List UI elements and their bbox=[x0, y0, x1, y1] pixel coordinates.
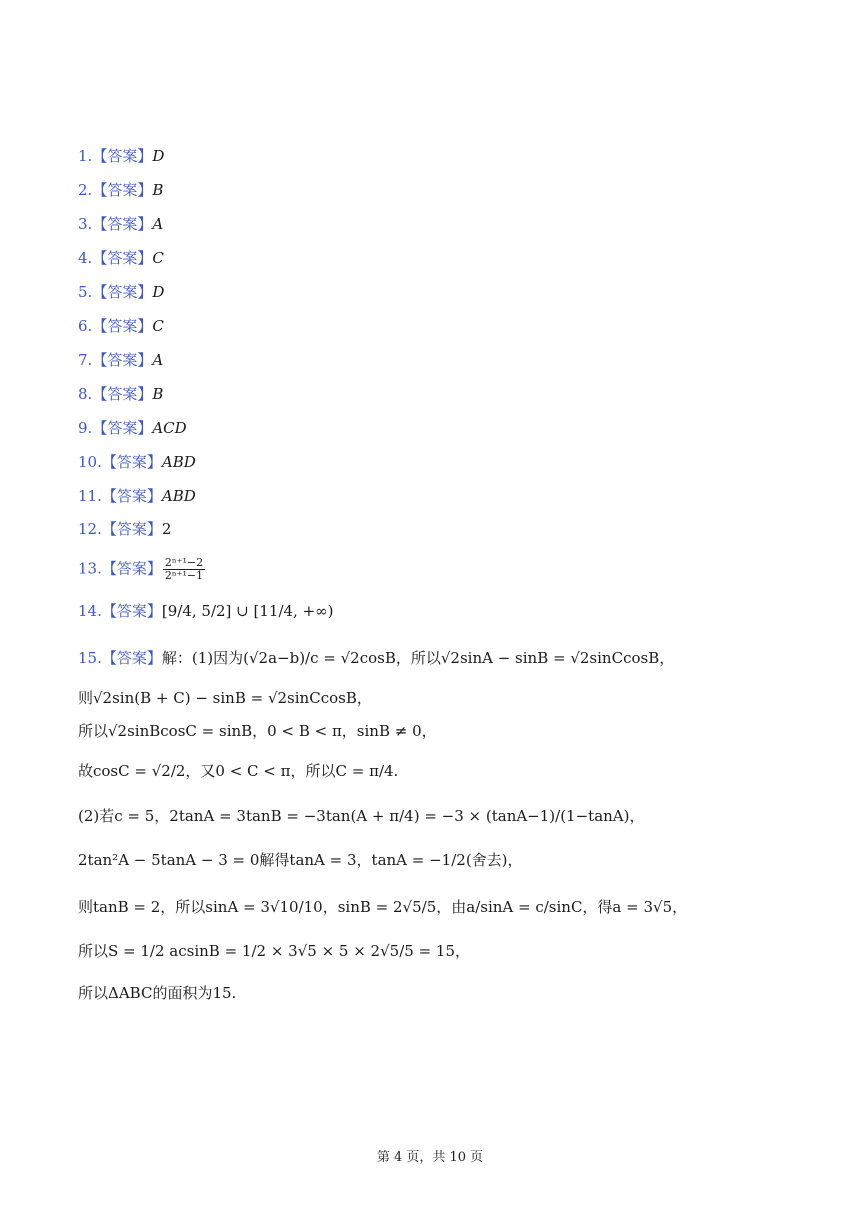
answer-tag: 【答案】 bbox=[101, 649, 162, 667]
question-number: 2. bbox=[78, 181, 93, 199]
answer-row bbox=[78, 418, 187, 438]
answer-tag: 【答案】 bbox=[92, 283, 153, 301]
question-number: 14. bbox=[78, 602, 102, 620]
solution-line: 则tanB = 2，所以sinA = 3√10/10，sinB = 2√5/5，由a/sinA = c/sinC，得a = 3√5， bbox=[78, 898, 688, 916]
answer-tag: 【答案】 bbox=[92, 215, 153, 233]
solution-line: 所以ΔABC的面积为15. bbox=[78, 984, 237, 1002]
answer-row bbox=[78, 146, 164, 166]
solution-line: (2)若c = 5，2tanA = 3tanB = −3tan(A + π/4) = −3 × (tanA−1)/(1−tanA)， bbox=[78, 807, 645, 825]
question-number: 4. bbox=[78, 249, 93, 267]
answer-row bbox=[78, 248, 164, 268]
answer-tag: 【答案】 bbox=[92, 419, 153, 437]
solution-line: 解：(1)因为(√2a−b)/c = √2cosB，所以√2sinA − sinB = √2sinCcosB， bbox=[161, 649, 675, 667]
answer-row bbox=[78, 350, 163, 370]
answer-row-13 bbox=[78, 557, 206, 582]
page-footer: 第 4 页，共 10 页 bbox=[376, 1150, 484, 1165]
answer-row bbox=[78, 180, 163, 200]
question-number: 13. bbox=[78, 559, 102, 578]
answer-value: D bbox=[152, 283, 165, 301]
solution-line: 所以√2sinBcosC = sinB，0 < B < π，sinB ≠ 0， bbox=[78, 722, 437, 740]
question-number: 15. bbox=[78, 649, 102, 667]
solution-line: 2tan²A − 5tanA − 3 = 0解得tanA = 3，tanA = −1/2(舍去)， bbox=[78, 851, 523, 869]
solution-line: 则√2sin(B + C) − sinB = √2sinCcosB， bbox=[78, 689, 372, 707]
question-number: 5. bbox=[78, 283, 93, 301]
answer-tag: 【答案】 bbox=[101, 602, 162, 620]
fraction: $\frac{\text{2ⁿ⁺¹−2}}{\text{2ⁿ⁺¹−1}}$ bbox=[164, 556, 204, 582]
answer-value: B bbox=[152, 385, 164, 403]
interval-answer: [9/4, 5/2] ∪ [11/4, +∞) bbox=[161, 602, 334, 620]
answer-value: D bbox=[152, 147, 165, 165]
answer-value: A bbox=[152, 351, 164, 369]
answer-value: C bbox=[152, 317, 164, 335]
answer-value: 2 bbox=[161, 520, 172, 538]
answer-row bbox=[78, 519, 171, 539]
solution-line: 故cosC = √2/2，又0 < C < π，所以C = π/4. bbox=[78, 762, 399, 780]
answer-tag: 【答案】 bbox=[101, 520, 162, 538]
answer-row bbox=[78, 384, 163, 404]
answer-tag: 【答案】 bbox=[92, 147, 153, 165]
question-number: 6. bbox=[78, 317, 93, 335]
answer-row bbox=[78, 282, 164, 302]
answer-row-15 bbox=[78, 648, 674, 668]
answer-row bbox=[78, 486, 196, 506]
answer-tag: 【答案】 bbox=[92, 385, 153, 403]
answer-tag: 【答案】 bbox=[92, 317, 153, 335]
answer-row bbox=[78, 214, 163, 234]
question-number: 10. bbox=[78, 453, 102, 471]
answer-value: ABD bbox=[161, 487, 196, 505]
answer-tag: 【答案】 bbox=[92, 249, 153, 267]
question-number: 1. bbox=[78, 147, 93, 165]
answer-tag: 【答案】 bbox=[101, 559, 162, 578]
answer-row bbox=[78, 316, 164, 336]
answer-tag: 【答案】 bbox=[92, 351, 153, 369]
answer-row-14 bbox=[78, 601, 334, 621]
question-number: 11. bbox=[78, 487, 102, 505]
answer-tag: 【答案】 bbox=[101, 453, 162, 471]
answer-value: A bbox=[152, 215, 164, 233]
question-number: 12. bbox=[78, 520, 102, 538]
answer-tag: 【答案】 bbox=[92, 181, 153, 199]
question-number: 9. bbox=[78, 419, 93, 437]
answer-value: C bbox=[152, 249, 164, 267]
question-number: 8. bbox=[78, 385, 93, 403]
answer-value: ABD bbox=[161, 453, 196, 471]
answer-row bbox=[78, 452, 196, 472]
question-number: 7. bbox=[78, 351, 93, 369]
solution-line: 所以S = 1/2 acsinB = 1/2 × 3√5 × 5 × 2√5/5 = 15， bbox=[78, 942, 470, 960]
answer-tag: 【答案】 bbox=[101, 487, 162, 505]
answer-value: ACD bbox=[152, 419, 187, 437]
question-number: 3. bbox=[78, 215, 93, 233]
answer-value: B bbox=[152, 181, 164, 199]
